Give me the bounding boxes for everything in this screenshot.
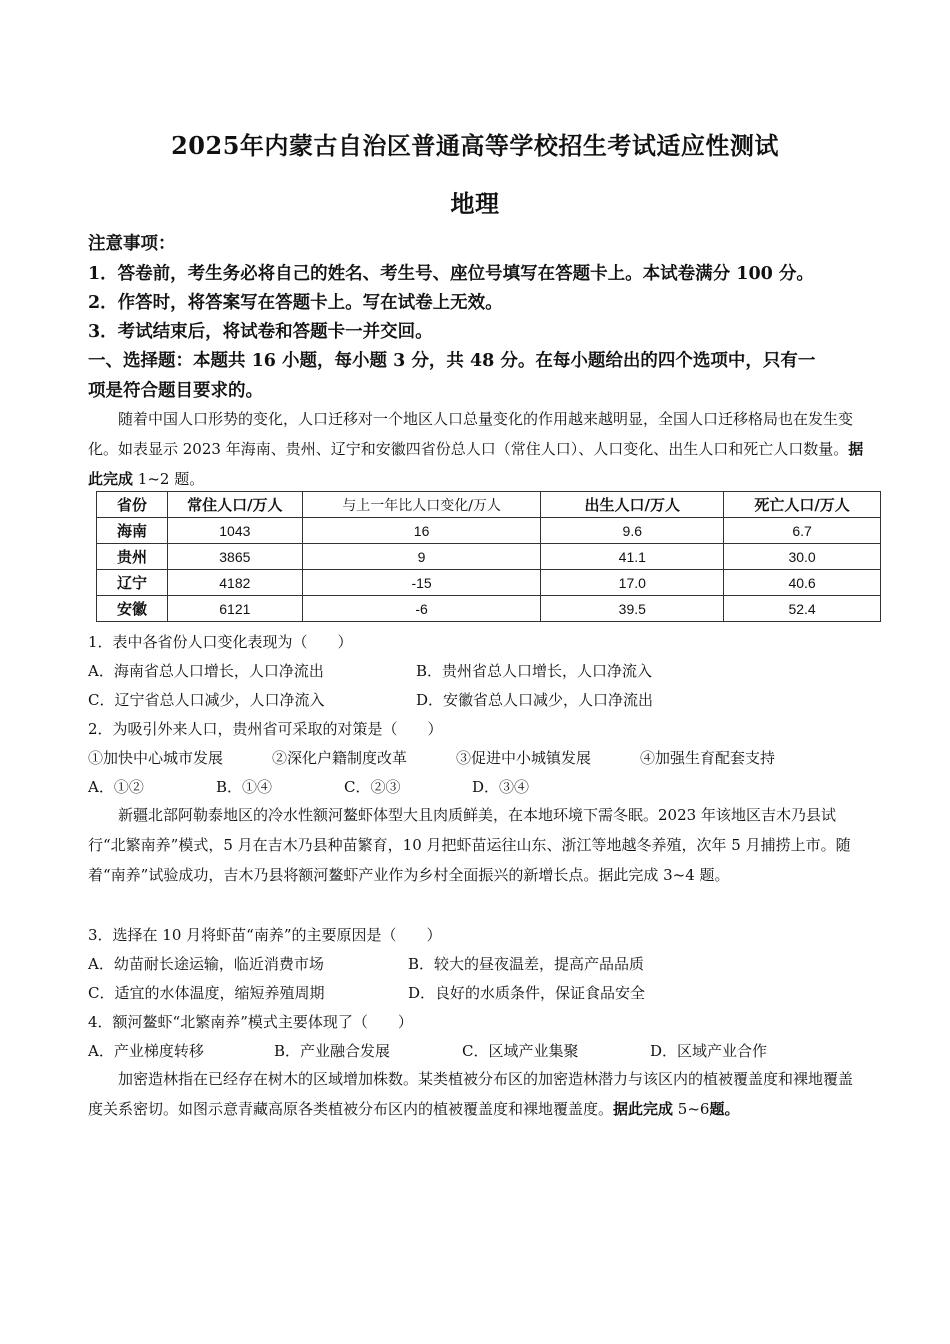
table-row bbox=[97, 596, 881, 622]
q4-option-b: B．产业融合发展 bbox=[274, 1042, 391, 1060]
table-cell: 3865 bbox=[167, 544, 302, 570]
q4-option-a: A．产业梯度转移 bbox=[88, 1042, 204, 1060]
notice-item-2: 2．作答时，将答案写在答题卡上。写在试卷上无效。 bbox=[88, 293, 503, 313]
table-cell: 41.1 bbox=[541, 544, 724, 570]
table-cell: 9 bbox=[302, 544, 541, 570]
material-3-range: 5~6 bbox=[673, 1100, 710, 1118]
table-row bbox=[97, 518, 881, 544]
q3-option-b: B．较大的昼夜温差，提高产品品质 bbox=[408, 955, 645, 973]
table-cell: 40.6 bbox=[724, 570, 881, 596]
table-cell: 17.0 bbox=[541, 570, 724, 596]
notice-item-1: 1．答卷前，考生务必将自己的姓名、考生号、座位号填写在答题卡上。本试卷满分 100 分。 bbox=[88, 264, 814, 284]
province-cell: 安徽 bbox=[97, 596, 168, 622]
header-cell: 死亡人口/万人 bbox=[724, 492, 881, 518]
material-3 bbox=[88, 1064, 864, 1124]
q3-option-c: C．适宜的水体温度，缩短养殖周期 bbox=[88, 984, 325, 1002]
q4-option-c: C．区域产业集聚 bbox=[462, 1042, 579, 1060]
q1-option-c: C．辽宁省总人口减少，人口净流入 bbox=[88, 691, 325, 709]
material-3-end: 题。 bbox=[709, 1100, 740, 1118]
q2-measure-1: ①加快中心城市发展 bbox=[88, 749, 224, 767]
table-cell: 9.6 bbox=[541, 518, 724, 544]
material-3-text: 加密造林指在已经存在树木的区域增加株数。某类植被分布区的加密造林潜力与该区内的植被覆盖度和裸地覆盖度关系密切。如图示意青藏高原各类植被分布区内的植被覆盖度和裸地覆盖度。 bbox=[88, 1070, 854, 1118]
province-cell: 海南 bbox=[97, 518, 168, 544]
table-cell: 52.4 bbox=[724, 596, 881, 622]
province-cell: 辽宁 bbox=[97, 570, 168, 596]
q2-measure-4: ④加强生育配套支持 bbox=[640, 749, 776, 767]
q2-stem: 2．为吸引外来人口，贵州省可采取的对策是（ ） bbox=[88, 720, 443, 738]
header-cell: 省份 bbox=[97, 492, 168, 518]
q1-stem: 1．表中各省份人口变化表现为（ ） bbox=[88, 633, 353, 651]
table-header-row bbox=[97, 492, 881, 518]
table-cell: 6.7 bbox=[724, 518, 881, 544]
subject-title: 地理 bbox=[450, 189, 500, 218]
q3-stem: 3．选择在 10 月将虾苗“南养”的主要原因是（ ） bbox=[88, 926, 442, 944]
q4-option-d: D．区域产业合作 bbox=[650, 1042, 768, 1060]
section-heading-line2: 项是符合题目要求的。 bbox=[88, 381, 263, 401]
material-2: 新疆北部阿勒泰地区的冷水性额河鳌虾体型大且肉质鲜美，在本地环境下需冬眠。2023 年该地区吉木乃县试行“北繁南养”模式，5 月在吉木乃县种苗繁育，10 月把虾苗运往山东、浙江等地越冬养殖，次年 5 月捕捞上市。随着“南养”试验成功，吉木乃县将额河鳌虾产业作为乡村全面振兴的新增长点。据此完成 3~4 题。 bbox=[88, 806, 851, 884]
notice-item-3: 3．考试结束后，将试卷和答题卡一并交回。 bbox=[88, 322, 433, 342]
q2-measure-3: ③促进中小城镇发展 bbox=[456, 749, 592, 767]
table-cell: 16 bbox=[302, 518, 541, 544]
q2-measure-2: ②深化户籍制度改革 bbox=[272, 749, 408, 767]
table-cell: -15 bbox=[302, 570, 541, 596]
header-cell: 出生人口/万人 bbox=[541, 492, 724, 518]
province-cell: 贵州 bbox=[97, 544, 168, 570]
q2-option-a: A．①② bbox=[88, 778, 144, 796]
table-row bbox=[97, 544, 881, 570]
header-cell: 与上一年比人口变化/万人 bbox=[302, 492, 541, 518]
q2-option-b: B．①④ bbox=[216, 778, 273, 796]
q3-option-a: A．幼苗耐长途运输，临近消费市场 bbox=[88, 955, 324, 973]
section-heading-line1: 一、选择题：本题共 16 小题，每小题 3 分，共 48 分。在每小题给出的四个选项中，只有一 bbox=[88, 351, 816, 371]
material-3-tail: 据此完成 bbox=[613, 1100, 674, 1118]
material-1-text: 随着中国人口形势的变化，人口迁移对一个地区人口总量变化的作用越来越明显，全国人口迁移格局也在发生变化。如表显示 2023 年海南、贵州、辽宁和安徽四省份总人口（常住人口）、人口变化、出生人口和死亡人口数量。 bbox=[88, 410, 854, 458]
table-cell: 39.5 bbox=[541, 596, 724, 622]
q3-option-d: D．良好的水质条件，保证食品安全 bbox=[408, 984, 646, 1002]
population-table bbox=[96, 491, 881, 622]
q4-stem: 4．额河鳌虾“北繁南养”模式主要体现了（ ） bbox=[88, 1013, 413, 1031]
q2-option-d: D．③④ bbox=[472, 778, 530, 796]
notice-heading: 注意事项： bbox=[88, 234, 176, 254]
table-cell: 30.0 bbox=[724, 544, 881, 570]
material-1-tail: 据此完成 bbox=[88, 440, 864, 488]
material-1 bbox=[88, 404, 864, 494]
table-cell: 1043 bbox=[167, 518, 302, 544]
table-cell: 6121 bbox=[167, 596, 302, 622]
q2-option-c: C．②③ bbox=[344, 778, 401, 796]
table-cell: -6 bbox=[302, 596, 541, 622]
q1-option-d: D．安徽省总人口减少，人口净流出 bbox=[416, 691, 654, 709]
table-cell: 4182 bbox=[167, 570, 302, 596]
q1-option-a: A．海南省总人口增长，人口净流出 bbox=[88, 662, 324, 680]
table-row bbox=[97, 570, 881, 596]
header-cell: 常住人口/万人 bbox=[167, 492, 302, 518]
exam-title: 2025年内蒙古自治区普通高等学校招生考试适应性测试 bbox=[171, 131, 779, 160]
q1-option-b: B．贵州省总人口增长，人口净流入 bbox=[416, 662, 653, 680]
material-1-range: 1~2 题。 bbox=[133, 470, 205, 488]
